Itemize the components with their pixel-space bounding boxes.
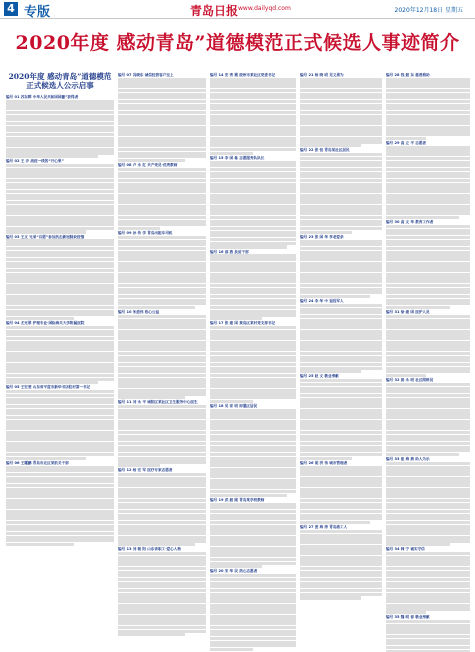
body-text-line: [386, 306, 450, 309]
entry-heading: 编号 15 李 国 栋 志愿服务队队长: [210, 155, 265, 160]
body-text-line: [386, 611, 426, 614]
body-text-line: [210, 245, 287, 248]
body-text-line: [300, 295, 370, 298]
entry-heading: 编号 02 王 岁 战疫一线的“开心果”: [6, 159, 64, 164]
body-text-line: [300, 521, 370, 524]
entry-heading: 编号 07 冯晓东 诚信经营客户至上: [118, 73, 174, 77]
body-text-line: [118, 396, 185, 399]
entry-heading: 编号 29 高 立 平 志愿者: [386, 140, 427, 145]
entry-heading: 编号 27 姜 海 涛 青岛港工人: [300, 525, 348, 530]
entry-heading: 编号 05 王宏斐 山东省平度市新华书店驻村第一书记: [6, 385, 91, 390]
text-column-4: [300, 72, 382, 652]
body-text-line: [118, 464, 160, 467]
entry-heading: 编号 09 孙 传 学 青岛出租车司机: [118, 231, 173, 236]
section-title: 专版: [24, 5, 51, 20]
page-number-badge: 4: [4, 2, 18, 16]
body-text-line: [210, 565, 262, 568]
entry-heading: 编号 21 杨 晓 明 见义勇为: [300, 73, 344, 77]
entry-heading: 编号 26 胡 洪 伟 城市管理者: [300, 460, 348, 465]
entry-heading: 编号 16 邵 燕 扶贫干部: [210, 249, 249, 254]
text-column-3: [210, 72, 296, 652]
entry-heading: 编号 11 刘 永 平 城阳区某社区卫生服务中心医生: [118, 400, 198, 405]
entry-heading: 编号 34 韩 宁 诚实守信: [386, 547, 425, 552]
entry-heading: 编号 23 张 国 华 孝老爱亲: [300, 234, 344, 239]
masthead-url: www.dailyqd.com: [238, 5, 291, 12]
body-text-line: [6, 457, 86, 460]
entry-heading: 编号 28 钱 振 东 慈善捐助: [386, 73, 430, 77]
entry-heading: 编号 10 朱道伟 热心公益: [118, 310, 160, 315]
lead-article-title: 2020年度 感动青岛”道德模范正式候选人公示启事: [8, 72, 112, 90]
body-text-line: [300, 144, 361, 147]
body-text-line: [6, 381, 98, 384]
body-text-line: [118, 159, 185, 162]
entry-heading: 编号 04 尤光翠 护理专业·国际海关大学附属医院: [6, 321, 85, 326]
body-text-line: [6, 543, 74, 546]
body-text-line: [210, 494, 287, 497]
body-text-line: [386, 374, 426, 377]
body-text-line: [118, 633, 185, 636]
body-text-line: [210, 400, 253, 403]
text-column-5: [386, 72, 470, 652]
body-text-line: [6, 230, 86, 233]
body-text-line: [386, 216, 459, 219]
entry-heading: 编号 17 张 建 国 黄岛区某村党支部书记: [210, 321, 276, 326]
body-text-line: [118, 306, 195, 309]
entry-heading: 编号 31 徐 建 国 医护人员: [386, 310, 430, 315]
entry-heading: 编号 30 高 文 华 教育工作者: [386, 220, 434, 225]
entry-heading: 编号 12 杨 宏 军 医疗专家志愿者: [118, 468, 173, 473]
body-text-line: [6, 155, 98, 158]
entry-heading: 编号 19 武 振 刚 青岛某学校教师: [210, 497, 265, 502]
entry-heading: 编号 08 卢 永 红 共产党员·优秀教师: [118, 163, 178, 168]
body-text-line: [210, 152, 253, 155]
body-text-line: [300, 231, 352, 234]
issue-date: 2020年12月18日 星期五: [394, 7, 463, 14]
entry-heading: 编号 24 李 华 中 退役军人: [300, 299, 344, 304]
body-text-line: [118, 227, 160, 230]
body-text-line: [6, 317, 74, 320]
entry-heading: 编号 14 安 秀 霞 胶州市某社区党委书记: [210, 73, 276, 77]
entry-heading: 编号 06 王耀鹏 青岛市北区某机关干部: [6, 460, 69, 465]
text-column-2: [118, 72, 206, 652]
body-text-line: [300, 457, 352, 460]
body-text-line: [300, 370, 361, 373]
page-header: [0, 0, 475, 19]
body-text-line: [210, 317, 262, 320]
masthead-logo: 青岛日报: [190, 4, 239, 18]
entry-heading: 编号 03 王文 兄弟“自愿”参加抗击新冠肺炎疫情: [6, 234, 85, 239]
body-text-line: [118, 543, 195, 546]
body-text-line: [386, 137, 426, 140]
entry-heading: 编号 01 苏东辉 中华人民共和国国徽”获得者: [6, 95, 79, 99]
body-text-line: [210, 648, 253, 651]
entry-heading: 编号 22 张 恒 青岛某社区居民: [300, 148, 350, 153]
body-text-line: [386, 543, 450, 546]
entry-heading: 编号 32 郭 永 明 社区网格员: [386, 378, 434, 383]
text-column-1: [6, 94, 114, 626]
entry-heading: 编号 33 崔 海 燕 助人为乐: [386, 457, 430, 462]
main-headline: 2020年度 感动青岛”道德模范正式候选人事迹简介: [15, 32, 460, 54]
body-text-line: [300, 596, 361, 599]
entry-heading: 编号 20 宋 华 民 热心志愿者: [210, 569, 258, 574]
body-text-line: [386, 453, 459, 456]
entry-heading: 编号 35 魏 明 春 敬业奉献: [386, 615, 430, 620]
entry-heading: 编号 18 吴 家 明 即墨区居民: [210, 403, 258, 408]
entry-heading: 编号 13 刘 朝 阳 山东省职工·爱心人物: [118, 547, 181, 552]
entry-heading: 编号 25 赵 文 敬业奉献: [300, 374, 339, 379]
